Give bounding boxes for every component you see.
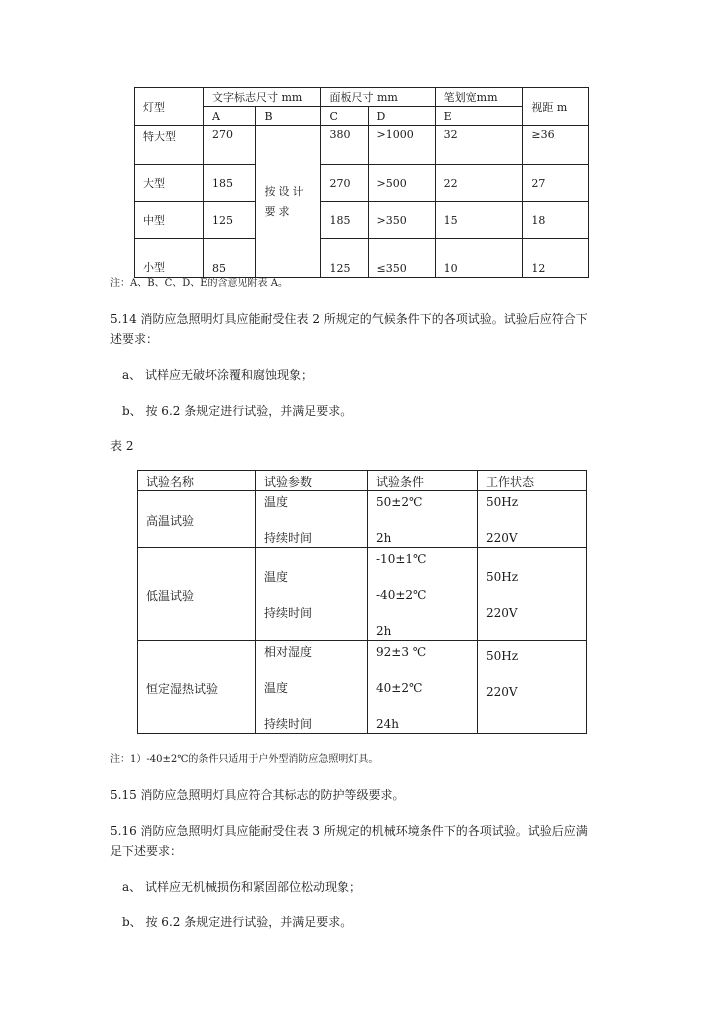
table2-note: 注：1）-40±2℃的条件只适用于户外型消防应急照明灯具。: [110, 754, 379, 765]
hdr-panel-size: 面板尺寸 mm: [321, 88, 435, 107]
col-e: E: [435, 107, 523, 126]
col-b: B: [256, 107, 321, 126]
section-5-15: 5.15 消防应急照明灯具应符合其标志的防护等级要求。: [110, 788, 405, 802]
climate-test-table: [137, 470, 587, 734]
hdr-text-size: 文字标志尺寸 mm: [204, 88, 321, 107]
table-row: 恒定湿热试验 相对湿度 温度 持续时间 92±3 ℃ 40±2℃ 24h 50Hz 220V: [138, 641, 587, 734]
section-5-14-line1: 5.14 消防应急照明灯具应能耐受住表 2 所规定的气候条件下的各项试验。试验后应符合下: [110, 312, 588, 326]
section-5-16-item-a: a、 试样应无机械损伤和紧固部位松动现象；: [122, 880, 361, 894]
table1-note: 注：A、B、C、D、E的含意见附表 A。: [110, 278, 288, 289]
section-5-16-line2: 足下述要求：: [110, 844, 183, 858]
sign-size-table: [134, 87, 589, 278]
table2-caption: 表 2: [110, 439, 134, 453]
col-d: D: [368, 107, 435, 126]
table-row: 特大型 270 按设计要求 380 >1000 32 ≥36: [135, 126, 589, 165]
hdr-stroke-width: 笔划宽mm: [435, 88, 523, 107]
table-row: 中型 125 185 >350 15 18: [135, 202, 589, 239]
table-row: 小型 85 125 ≤350 10 12: [135, 239, 589, 278]
hdr-lamp-type: 灯型: [135, 88, 204, 126]
table-header-row: 试验名称 试验参数 试验条件 工作状态: [138, 471, 587, 491]
section-5-16-line1: 5.16 消防应急照明灯具应能耐受住表 3 所规定的机械环境条件下的各项试验。试验后应满: [110, 824, 588, 838]
section-5-14-item-a: a、 试样应无破坏涂覆和腐蚀现象；: [122, 368, 313, 382]
col-c: C: [321, 107, 368, 126]
col-a: A: [204, 107, 256, 126]
section-5-16-item-b: b、 按 6.2 条规定进行试验，并满足要求。: [122, 915, 353, 929]
section-5-14-item-b: b、 按 6.2 条规定进行试验，并满足要求。: [122, 404, 353, 418]
table-row: 大型 185 270 >500 22 27: [135, 165, 589, 202]
hdr-view-distance: 视距 m: [523, 88, 589, 126]
table-row: 低温试验 温度 持续时间 -10±1℃ -40±2℃ 2h 50Hz 220V: [138, 548, 587, 641]
table-row: 高温试验 温度 持续时间 50±2℃ 2h 50Hz 220V: [138, 491, 587, 548]
merged-b-cell: 按设计要求: [256, 126, 321, 278]
section-5-14-line2: 述要求：: [110, 332, 159, 346]
